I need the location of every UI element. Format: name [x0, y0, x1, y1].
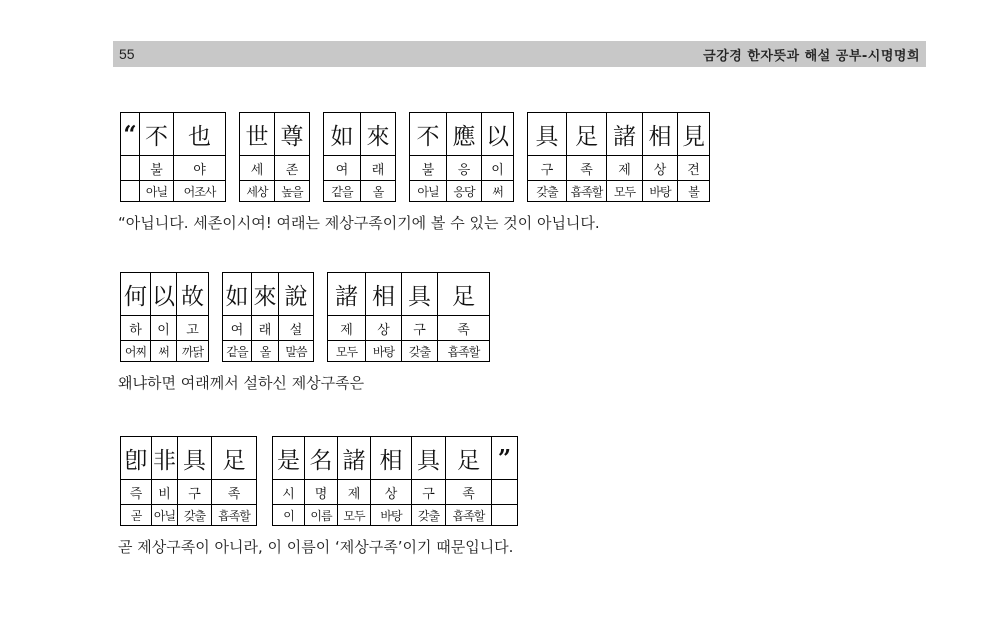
hanja-reading: 래 [252, 316, 279, 341]
open-quote: “ [121, 113, 140, 156]
hanja-meaning: 이름 [305, 505, 338, 526]
hanja-reading: 구 [528, 156, 567, 181]
empty-cell [492, 480, 518, 505]
hanja-meaning: 모두 [328, 341, 366, 362]
hanja-meaning: 아닐 [152, 505, 178, 526]
hanja-reading: 족 [446, 480, 492, 505]
hanja-char: 不 [140, 113, 174, 156]
hanja-char: 是 [273, 437, 305, 480]
hanja-char: 具 [528, 113, 567, 156]
hanja-reading: 상 [366, 316, 402, 341]
hanja-meaning: 높을 [275, 181, 310, 202]
hanja-char: 名 [305, 437, 338, 480]
hanja-reading: 야 [174, 156, 226, 181]
hanja-grid-2 [120, 272, 490, 362]
hanja-meaning: 바탕 [371, 505, 412, 526]
translation-text: “아닙니다. 세존이시여! 여래는 제상구족이기에 볼 수 있는 것이 아닙니다. [118, 214, 600, 232]
hanja-reading: 제 [338, 480, 371, 505]
group-gap [257, 437, 273, 480]
hanja-char: 來 [252, 273, 279, 316]
hanja-meaning: 모두 [338, 505, 371, 526]
translation-text: 곧 제상구족이 아니라, 이 이름이 ‘제상구족’이기 때문입니다. [118, 538, 514, 556]
hanja-grid-1 [120, 112, 710, 202]
hanja-char: 足 [212, 437, 257, 480]
hanja-meaning: 어조사 [174, 181, 226, 202]
hanja-char: 足 [438, 273, 490, 316]
hanja-meaning: 세상 [240, 181, 275, 202]
group-gap [257, 480, 273, 505]
hanja-reading: 불 [410, 156, 447, 181]
hanja-reading: 구 [402, 316, 438, 341]
hanja-char: 相 [371, 437, 412, 480]
hanja-char: 以 [151, 273, 177, 316]
hanja-reading: 래 [361, 156, 396, 181]
hanja-reading: 명 [305, 480, 338, 505]
hanja-meaning: 갖출 [412, 505, 446, 526]
hanja-reading: 족 [438, 316, 490, 341]
hanja-reading: 제 [328, 316, 366, 341]
hanja-char: 諸 [328, 273, 366, 316]
hanja-char: 非 [152, 437, 178, 480]
hanja-char: 應 [447, 113, 482, 156]
hanja-reading: 족 [567, 156, 607, 181]
hanja-meaning: 같을 [324, 181, 361, 202]
group-gap [209, 316, 223, 341]
hanja-meaning: 올 [252, 341, 279, 362]
hanja-char: 如 [324, 113, 361, 156]
hanja-reading: 구 [178, 480, 212, 505]
hanja-grid-3 [120, 436, 518, 526]
hanja-meaning: 흡족할 [212, 505, 257, 526]
group-gap [209, 273, 223, 316]
hanja-char: 不 [410, 113, 447, 156]
group-gap [396, 156, 410, 181]
hanja-reading: 이 [151, 316, 177, 341]
hanja-char: 具 [178, 437, 212, 480]
hanja-reading: 설 [279, 316, 314, 341]
group-gap [310, 156, 324, 181]
hanja-meaning: 흡족할 [567, 181, 607, 202]
hanja-char: 具 [412, 437, 446, 480]
translation-text: 왜냐하면 여래께서 설하신 제상구족은 [118, 374, 365, 392]
group-gap [314, 341, 328, 362]
group-gap [257, 505, 273, 526]
hanja-reading: 세 [240, 156, 275, 181]
hanja-meaning: 올 [361, 181, 396, 202]
group-gap [396, 113, 410, 156]
group-gap [396, 181, 410, 202]
hanja-meaning: 써 [482, 181, 514, 202]
group-gap [226, 181, 240, 202]
hanja-reading: 응 [447, 156, 482, 181]
page-title: 금강경 한자뜻과 해설 공부-시명명희 [703, 48, 920, 64]
hanja-char: 相 [366, 273, 402, 316]
group-gap [310, 113, 324, 156]
hanja-char: 諸 [607, 113, 643, 156]
hanja-meaning: 말씀 [279, 341, 314, 362]
empty-cell [121, 181, 140, 202]
hanja-reading: 존 [275, 156, 310, 181]
hanja-char: 諸 [338, 437, 371, 480]
hanja-meaning: 아닐 [140, 181, 174, 202]
hanja-char: 也 [174, 113, 226, 156]
hanja-char: 如 [223, 273, 252, 316]
hanja-reading: 즉 [121, 480, 152, 505]
hanja-char: 故 [177, 273, 209, 316]
hanja-meaning: 모두 [607, 181, 643, 202]
group-gap [226, 113, 240, 156]
hanja-meaning: 갖출 [402, 341, 438, 362]
hanja-meaning: 이 [273, 505, 305, 526]
hanja-meaning: 흡족할 [438, 341, 490, 362]
hanja-char: 說 [279, 273, 314, 316]
hanja-reading: 상 [371, 480, 412, 505]
hanja-meaning: 까닭 [177, 341, 209, 362]
hanja-reading: 제 [607, 156, 643, 181]
hanja-meaning: 바탕 [366, 341, 402, 362]
hanja-char: 見 [678, 113, 710, 156]
hanja-reading: 하 [121, 316, 151, 341]
hanja-reading: 여 [324, 156, 361, 181]
hanja-meaning: 아닐 [410, 181, 447, 202]
group-gap [514, 156, 528, 181]
hanja-meaning: 볼 [678, 181, 710, 202]
empty-cell [121, 156, 140, 181]
hanja-char: 相 [643, 113, 678, 156]
hanja-meaning: 같을 [223, 341, 252, 362]
hanja-reading: 상 [643, 156, 678, 181]
hanja-reading: 이 [482, 156, 514, 181]
hanja-reading: 고 [177, 316, 209, 341]
hanja-reading: 불 [140, 156, 174, 181]
empty-cell [492, 505, 518, 526]
hanja-reading: 족 [212, 480, 257, 505]
group-gap [226, 156, 240, 181]
hanja-reading: 구 [412, 480, 446, 505]
hanja-char: 以 [482, 113, 514, 156]
hanja-reading: 여 [223, 316, 252, 341]
hanja-meaning: 써 [151, 341, 177, 362]
page-header [113, 41, 926, 67]
hanja-meaning: 흡족할 [446, 505, 492, 526]
hanja-reading: 비 [152, 480, 178, 505]
group-gap [514, 113, 528, 156]
hanja-meaning: 곧 [121, 505, 152, 526]
hanja-meaning: 어찌 [121, 341, 151, 362]
group-gap [314, 316, 328, 341]
hanja-reading: 견 [678, 156, 710, 181]
hanja-meaning: 갖출 [528, 181, 567, 202]
hanja-char: 世 [240, 113, 275, 156]
page-number: 55 [119, 46, 135, 62]
hanja-char: 具 [402, 273, 438, 316]
hanja-meaning: 갖출 [178, 505, 212, 526]
hanja-reading: 시 [273, 480, 305, 505]
hanja-char: 足 [567, 113, 607, 156]
group-gap [514, 181, 528, 202]
hanja-char: 尊 [275, 113, 310, 156]
hanja-char: 來 [361, 113, 396, 156]
hanja-meaning: 응당 [447, 181, 482, 202]
group-gap [209, 341, 223, 362]
hanja-char: 何 [121, 273, 151, 316]
close-quote: ” [492, 437, 518, 480]
group-gap [310, 181, 324, 202]
hanja-meaning: 바탕 [643, 181, 678, 202]
hanja-char: 足 [446, 437, 492, 480]
group-gap [314, 273, 328, 316]
hanja-char: 卽 [121, 437, 152, 480]
